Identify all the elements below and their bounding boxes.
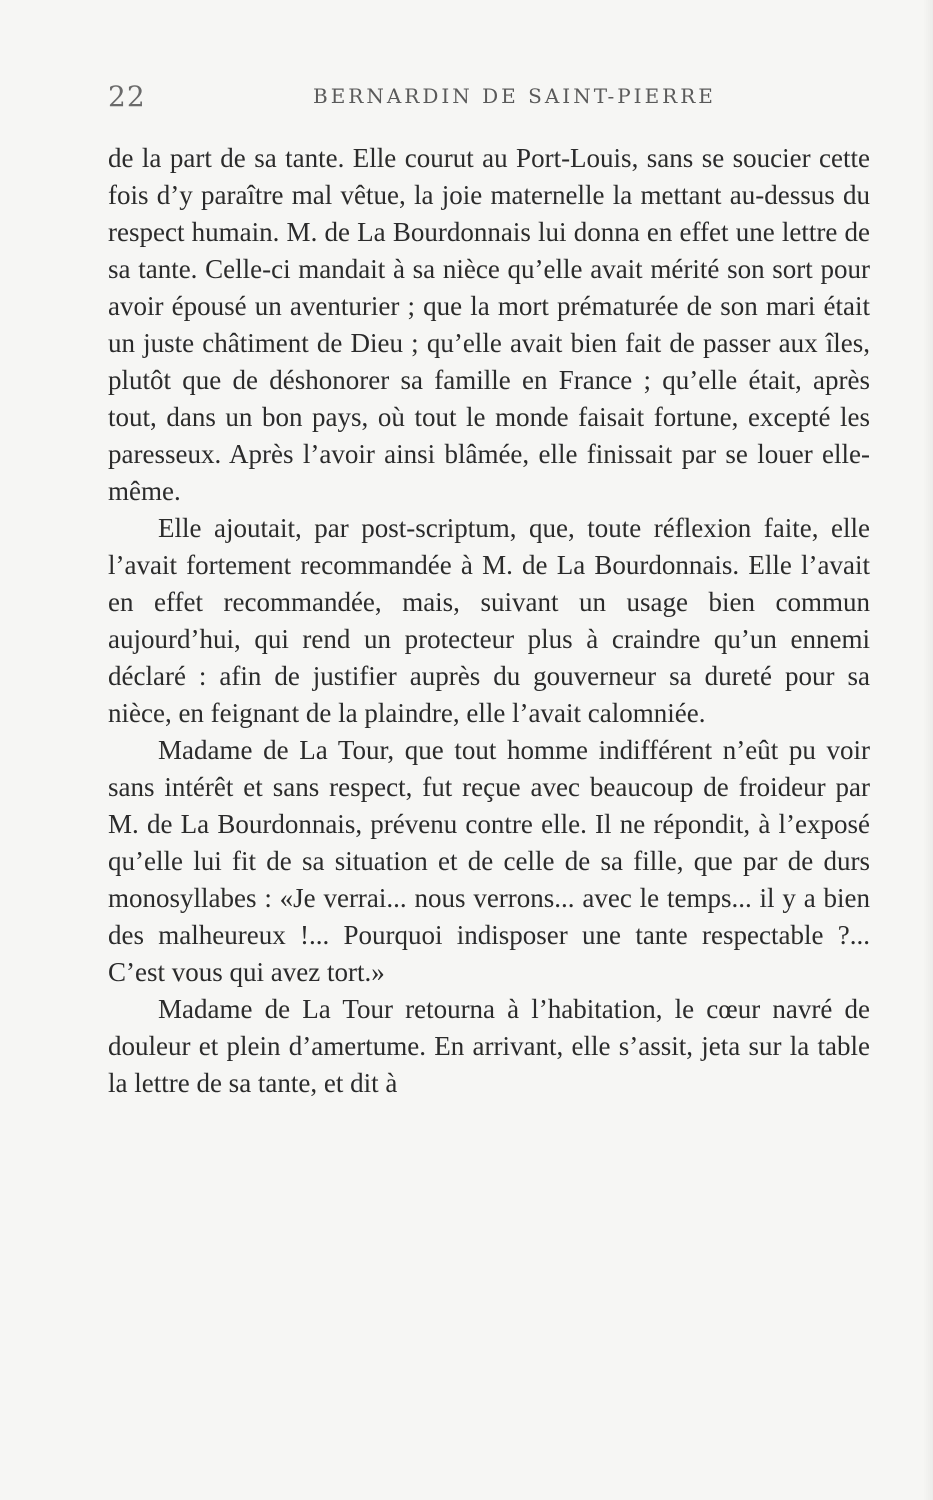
page-edge-shadow [923, 0, 933, 1500]
page-number: 22 [108, 80, 146, 113]
paragraph-3: Madame de La Tour, que tout homme indifférent n’eût pu voir sans intérêt et sans respect, fut reçue avec beaucoup de froideur par M. de La Bourdonnais, prévenu contre elle. Il ne répondit, à l’exposé qu’elle lui fit de sa situation et de celle de sa fille, que par de durs monosyllabes : «Je verrai... nous verrons... avec le temps... il y a bien des malheureux !... Pourquoi indisposer une tante respectable ?... C’est vous qui avez tort.» [108, 735, 870, 987]
paragraph-4: Madame de La Tour retourna à l’habitation, le cœur navré de douleur et plein d’amertume. En arrivant, elle s’assit, jeta sur la table la lettre de sa tante, et dit à [108, 994, 870, 1098]
running-title: BERNARDIN DE SAINT-PIERRE [313, 84, 716, 108]
paragraph-2: Elle ajoutait, par post-scriptum, que, toute réflexion faite, elle l’avait fortement recommandée à M. de La Bourdonnais. Elle l’avait en effet recommandée, mais, suivant un usage bien commun aujourd’hui, qui rend un protecteur plus à craindre qu’un ennemi déclaré : afin de justifier auprès du gouverneur sa dureté pour sa nièce, en feignant de la plaindre, elle l’avait calomniée. [108, 513, 870, 728]
paragraph-1: de la part de sa tante. Elle courut au Port-Louis, sans se soucier cette fois d’y paraître mal vêtue, la joie maternelle la mettant au-dessus du respect humain. M. de La Bourdonnais lui donna en effet une lettre de sa tante. Celle-ci mandait à sa nièce qu’elle avait mérité son sort pour avoir épousé un aventurier ; que la mort prématurée de son mari était un juste châtiment de Dieu ; qu’elle avait bien fait de passer aux îles, plutôt que de déshonorer sa famille en France ; qu’elle était, après tout, dans un bon pays, où tout le monde faisait fortune, excepté les paresseux. Après l’avoir ainsi blâmée, elle finissait par se louer elle-même. [108, 143, 870, 506]
body-text [108, 140, 870, 1102]
running-head [108, 80, 870, 116]
